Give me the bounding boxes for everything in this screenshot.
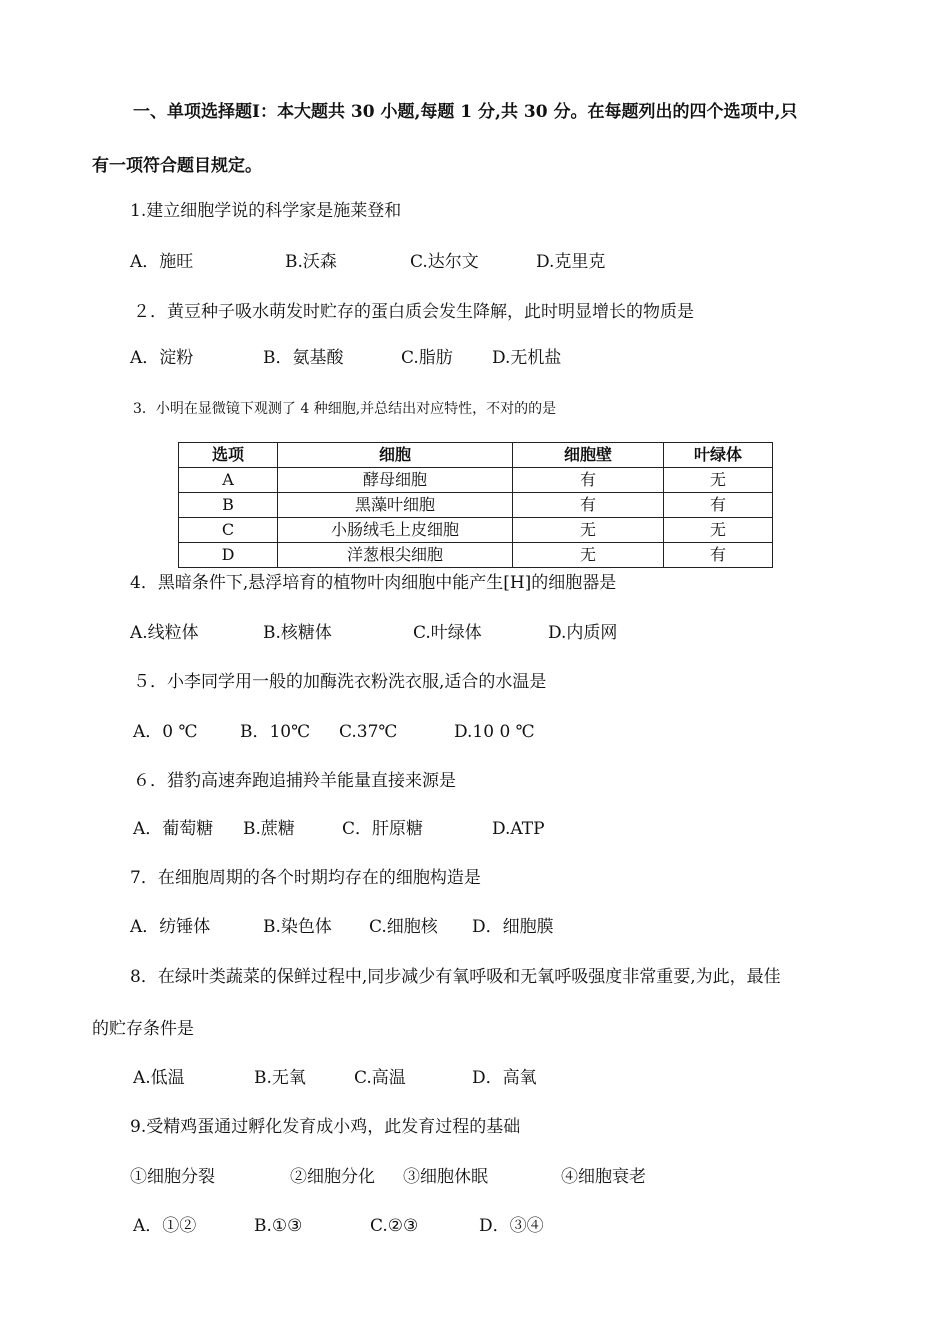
question-8-stem-cont: 的贮存条件是 <box>92 1019 194 1039</box>
q8-option-a: A.低温 <box>133 1068 185 1088</box>
q2-option-a: A．淀粉 <box>130 348 194 368</box>
q8-option-d: D．高氧 <box>472 1068 537 1088</box>
q1-option-b: B.沃森 <box>285 252 337 272</box>
q5-option-b: B．10℃ <box>240 722 311 742</box>
table-header: 细胞壁 <box>513 443 664 468</box>
q4-option-a: A.线粒体 <box>130 623 199 643</box>
question-2-stem: ２．黄豆种子吸水萌发时贮存的蛋白质会发生降解，此时明显增长的物质是 <box>133 302 694 322</box>
q2-option-b: B．氨基酸 <box>263 348 344 368</box>
table-cell: 小肠绒毛上皮细胞 <box>278 518 513 543</box>
q8-option-b: B.无氧 <box>254 1068 306 1088</box>
q2-option-c: C.脂肪 <box>401 348 453 368</box>
q9-option-c: C.②③ <box>370 1216 419 1236</box>
question-4-stem: 4．黑暗条件下,悬浮培育的植物叶肉细胞中能产生[H]的细胞器是 <box>130 573 617 593</box>
table-cell: C <box>179 518 278 543</box>
question-8-stem: 8．在绿叶类蔬菜的保鲜过程中,同步减少有氧呼吸和无氧呼吸强度非常重要,为此，最佳 <box>130 967 781 987</box>
q7-option-a: A．纺锤体 <box>130 917 211 937</box>
table-header: 叶绿体 <box>664 443 773 468</box>
q4-option-d: D.内质网 <box>548 623 618 643</box>
q6-option-a: A．葡萄糖 <box>133 819 214 839</box>
table-row <box>179 543 773 568</box>
q6-option-b: B.蔗糖 <box>243 819 295 839</box>
q7-option-b: B.染色体 <box>263 917 332 937</box>
section-heading-cont: 有一项符合题目规定。 <box>92 156 262 176</box>
table-cell: 无 <box>513 518 664 543</box>
question-5-stem: ５．小李同学用一般的加酶洗衣粉洗衣服,适合的水温是 <box>133 672 547 692</box>
table-cell: 有 <box>664 493 773 518</box>
table-header: 细胞 <box>278 443 513 468</box>
table-cell: 有 <box>664 543 773 568</box>
q9-option-d: D．③④ <box>479 1216 544 1236</box>
q4-option-c: C.叶绿体 <box>413 623 482 643</box>
table-cell: 有 <box>513 468 664 493</box>
q9-option-b: B.①③ <box>254 1216 303 1236</box>
q9-item-3: ③细胞休眠 <box>403 1167 488 1187</box>
q5-option-d: D.10 0 ℃ <box>454 722 535 742</box>
question-3-stem: 3．小明在显微镜下观测了 4 种细胞,并总结出对应特性，不对的的是 <box>133 401 557 417</box>
question-6-stem: ６．猎豹高速奔跑追捕羚羊能量直接来源是 <box>133 771 456 791</box>
q2-option-d: D.无机盐 <box>492 348 562 368</box>
q8-option-c: C.高温 <box>354 1068 406 1088</box>
q9-item-2: ②细胞分化 <box>290 1167 375 1187</box>
table-cell: 无 <box>664 468 773 493</box>
q7-option-c: C.细胞核 <box>369 917 438 937</box>
table-row <box>179 468 773 493</box>
table-cell: 无 <box>664 518 773 543</box>
q6-option-c: C．肝原糖 <box>342 819 424 839</box>
q5-option-a: A．0 ℃ <box>133 722 198 742</box>
table-cell: 洋葱根尖细胞 <box>278 543 513 568</box>
q1-option-c: C.达尔文 <box>410 252 479 272</box>
table-cell: 有 <box>513 493 664 518</box>
q9-item-4: ④细胞衰老 <box>561 1167 646 1187</box>
table-row <box>179 493 773 518</box>
table-header-row <box>179 443 773 468</box>
question-1-stem: 1.建立细胞学说的科学家是施莱登和 <box>130 201 402 221</box>
table-cell: 无 <box>513 543 664 568</box>
table-header: 选项 <box>179 443 278 468</box>
q9-item-1: ①细胞分裂 <box>130 1167 215 1187</box>
table-cell: 黑藻叶细胞 <box>278 493 513 518</box>
question-9-stem: 9.受精鸡蛋通过孵化发育成小鸡，此发育过程的基础 <box>130 1117 521 1137</box>
table-cell: 酵母细胞 <box>278 468 513 493</box>
q4-option-b: B.核糖体 <box>263 623 332 643</box>
q5-option-c: C.37℃ <box>339 722 398 742</box>
q3-table <box>178 442 773 568</box>
section-heading: 一、单项选择题Ⅰ：本大题共 30 小题,每题 1 分,共 30 分。在每题列出的四个选项中,只 <box>133 102 798 122</box>
q6-option-d: D.ATP <box>492 819 545 839</box>
table-cell: B <box>179 493 278 518</box>
q1-option-d: D.克里克 <box>536 252 606 272</box>
q1-option-a: A．施旺 <box>130 252 194 272</box>
q9-option-a: A．①② <box>133 1216 197 1236</box>
question-7-stem: 7．在细胞周期的各个时期均存在的细胞构造是 <box>130 868 481 888</box>
q7-option-d: D．细胞膜 <box>472 917 554 937</box>
table-cell: A <box>179 468 278 493</box>
table-cell: D <box>179 543 278 568</box>
table-row <box>179 518 773 543</box>
